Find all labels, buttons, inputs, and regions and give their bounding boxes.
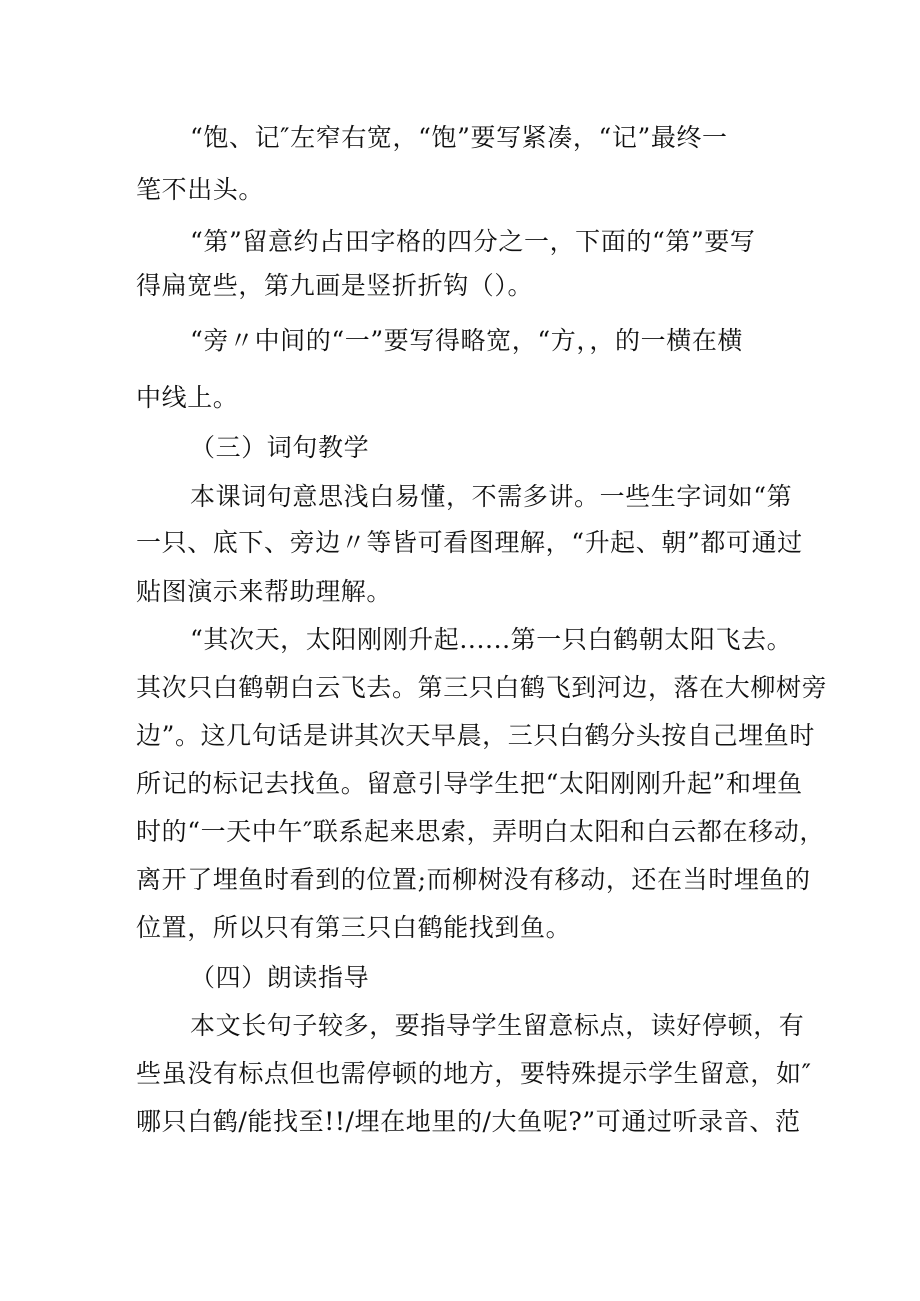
section-heading-3: （三）词句教学 (190, 433, 370, 462)
paragraph-4-line-1: 本课词句意思浅白易懂，不需多讲。一些生字词如“第 (190, 482, 793, 511)
paragraph-6-line-2: 些虽没有标点但也需停顿的地方，要特殊提示学生留意，如″ (136, 1059, 812, 1088)
paragraph-3-line-1: “旁〃中间的“一”要写得略宽，“方，，的一横在横 (190, 326, 744, 355)
paragraph-5-line-6: 离开了埋鱼时看到的位置;而柳树没有移动，还在当时埋鱼的 (136, 865, 811, 894)
paragraph-2-line-1: “第”留意约占田字格的四分之一，下面的“第”要写 (190, 227, 756, 256)
paragraph-1-line-2: 笔不出头。 (136, 175, 265, 204)
paragraph-5-line-2: 其次只白鹤朝白云飞去。第三只白鹤飞到河边，落在大柳树旁 (136, 673, 828, 702)
paragraph-5-line-1: “其次天，太阳刚刚升起......第一只白鹤朝太阳飞去。 (190, 625, 793, 654)
paragraph-2-line-2: 得扁宽些，第九画是竖折折钩（）。 (136, 271, 534, 300)
paragraph-6-line-1: 本文长句子较多，要指导学生留意标点，读好停顿，有 (190, 1011, 805, 1040)
paragraph-5-line-4: 所记的标记去找鱼。留意引导学生把“太阳刚刚升起”和埋鱼 (136, 769, 803, 798)
paragraph-5-line-7: 位置，所以只有第三只白鹤能找到鱼。 (136, 913, 572, 942)
paragraph-1-line-1: “饱、记″左窄右宽，“饱”要写紧凑，“记”最终一 (190, 123, 728, 152)
paragraph-5-line-3: 边”。这几句话是讲其次天早晨，三只白鹤分头按自己埋鱼时 (136, 721, 815, 750)
paragraph-6-line-3: 哪只白鹤/能找至!!/埋在地里的/大鱼呢?”可通过听录音、范 (136, 1107, 801, 1136)
section-heading-4: （四）朗读指导 (190, 963, 370, 992)
paragraph-5-line-5: 时的“一天中午″联系起来思索，弄明白太阳和白云都在移动， (136, 817, 825, 846)
paragraph-4-line-3: 贴图演示来帮助理解。 (136, 577, 393, 606)
paragraph-3-line-2: 中线上。 (136, 383, 239, 412)
paragraph-4-line-2: 一只、底下、旁边〃等皆可看图理解，“升起、朝”都可通过 (136, 528, 803, 557)
